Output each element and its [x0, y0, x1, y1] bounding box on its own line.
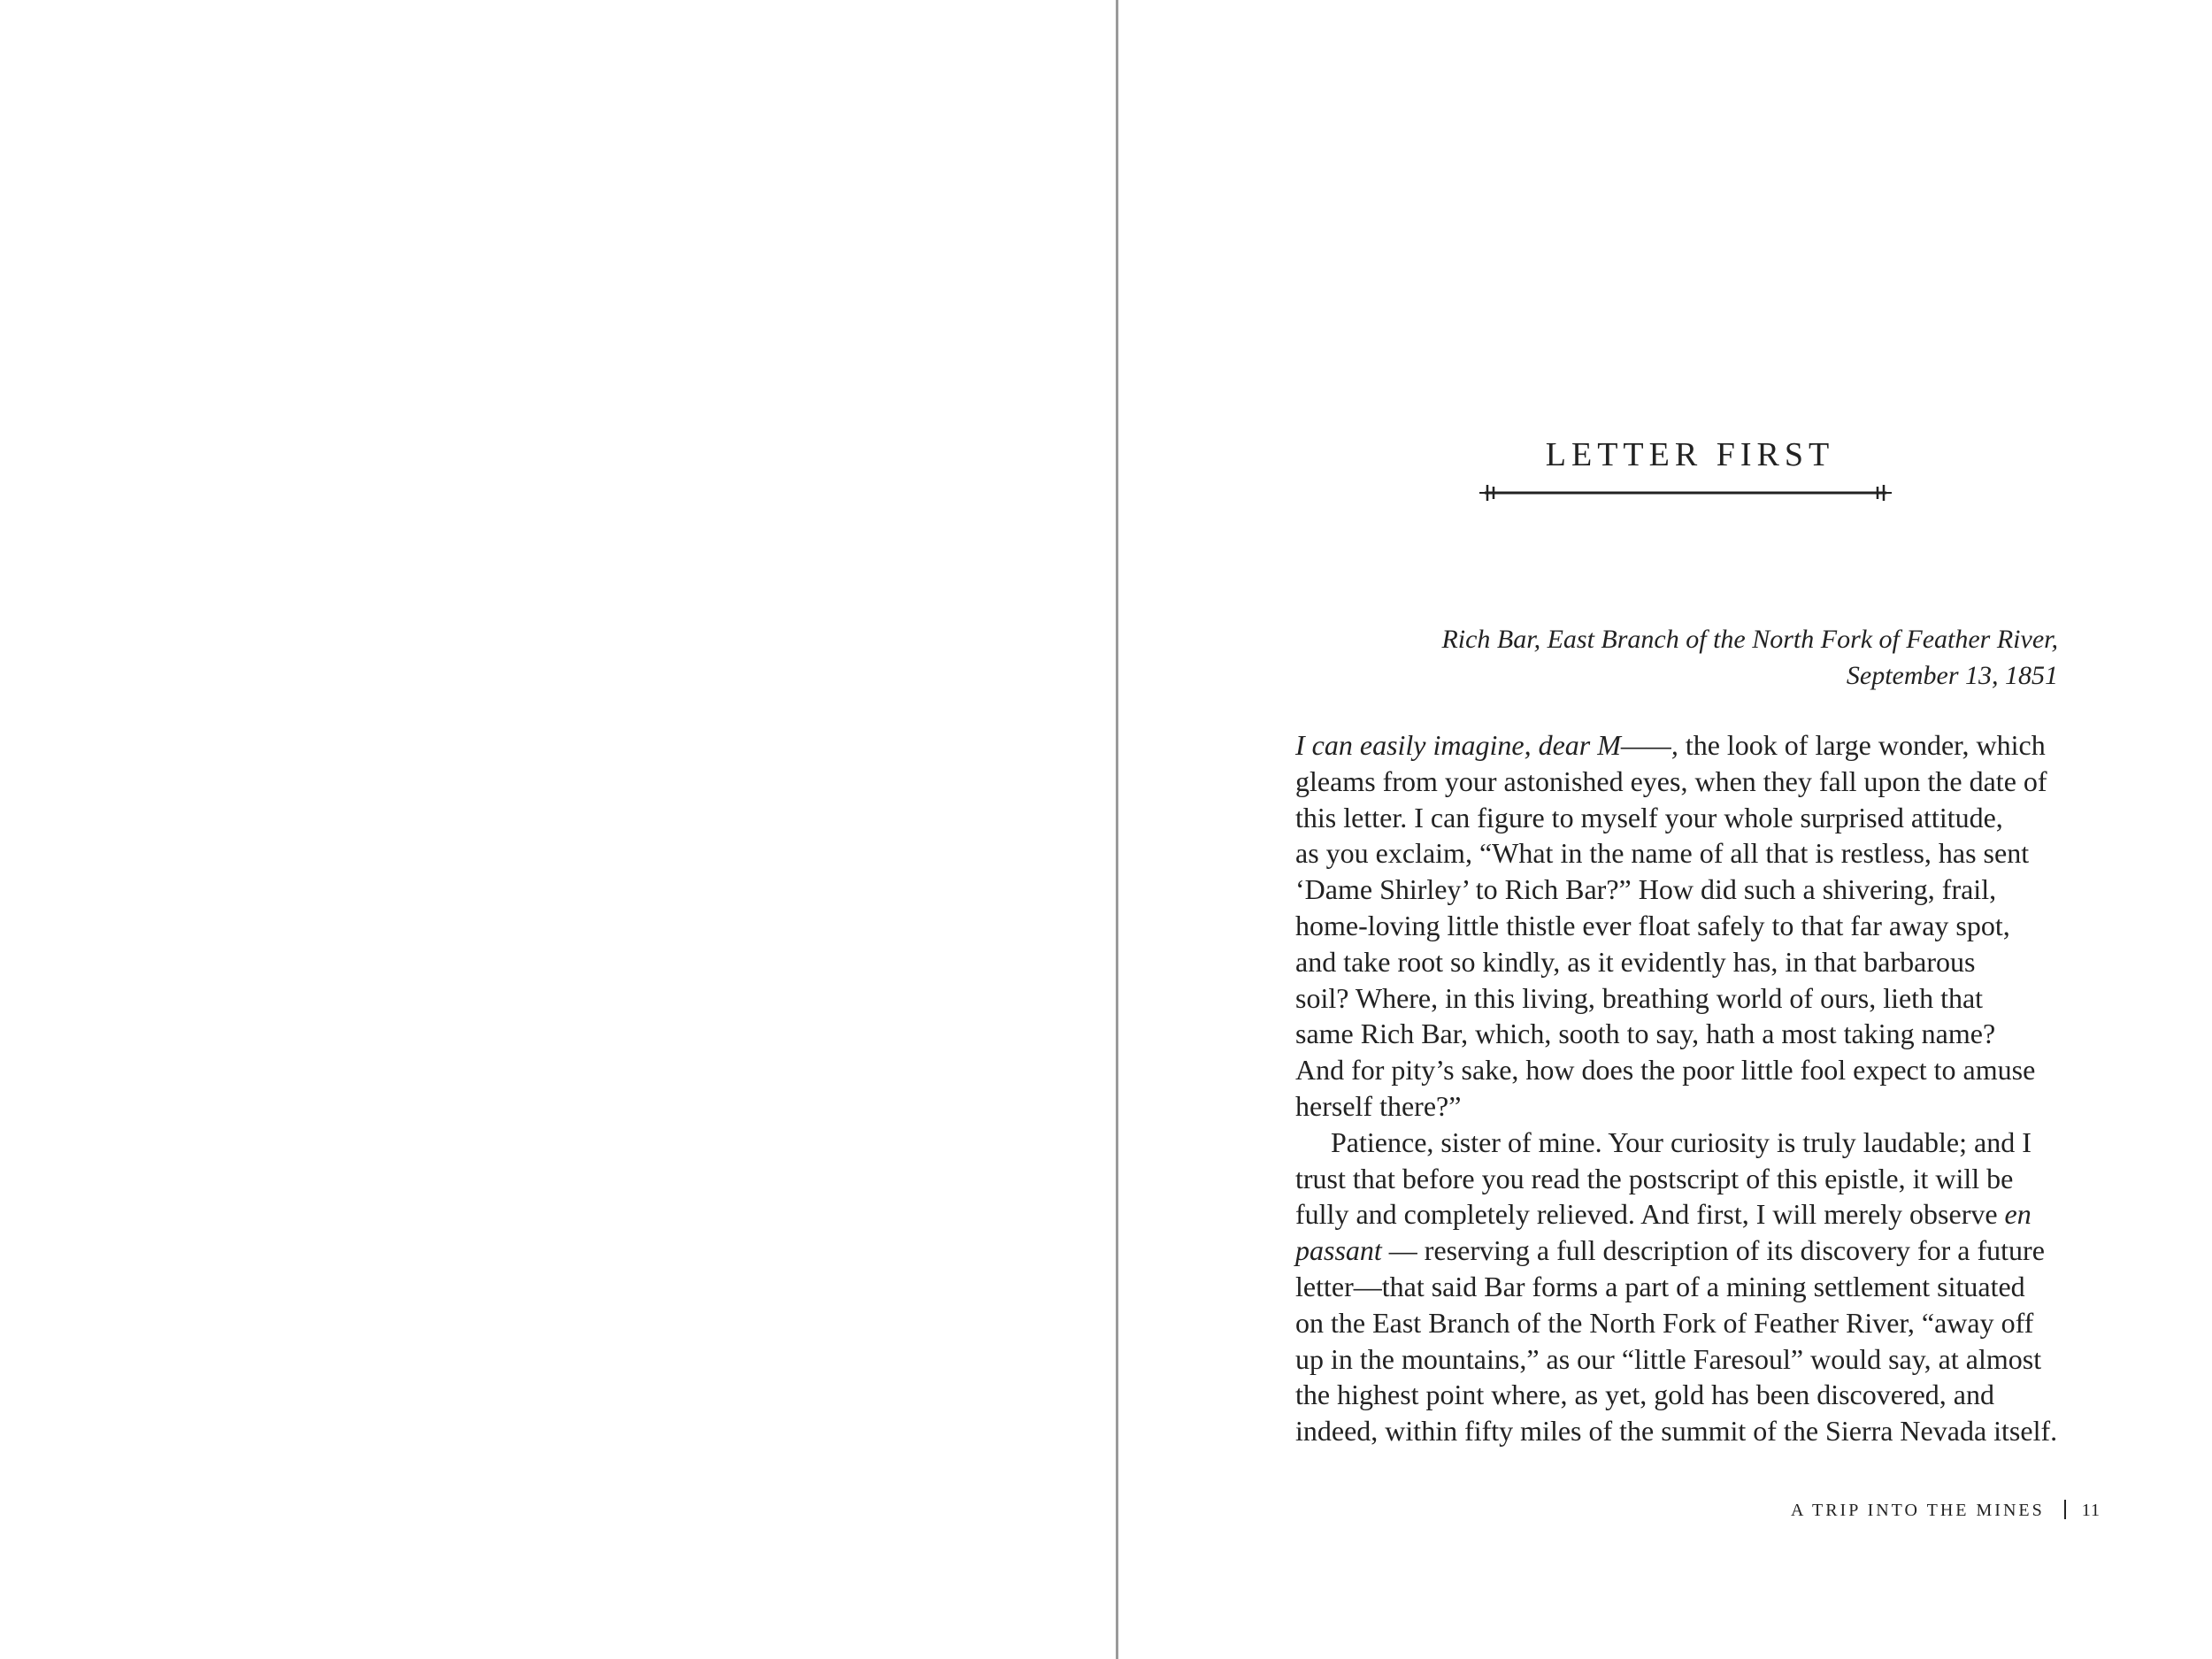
body-line: as you exclaim, “What in the name of all that is restless, has sent [1295, 837, 2030, 870]
body-line: letter—that said Bar forms a part of a mining settlement situated [1295, 1270, 2025, 1302]
body-line: herself there?” [1295, 1089, 1462, 1122]
body-line: passant — reserving a full description of its discovery for a future [1295, 1234, 2045, 1267]
body-line: this letter. I can figure to myself your whole surprised attitude, [1295, 801, 2003, 833]
dateline-date: September 13, 1851 [1846, 661, 2058, 690]
body-line: ‘Dame Shirley’ to Rich Bar?” How did such a shivering, frail, [1295, 873, 1997, 906]
body-line: Patience, sister of mine. Your curiosity is truly laudable; and I [1331, 1125, 2032, 1158]
body-line: I can easily imagine, dear M——, the look of large wonder, which [1295, 729, 2046, 761]
body-line: on the East Branch of the North Fork of Feather River, “away off [1295, 1306, 2034, 1339]
salutation: I can easily imagine, dear M——, [1295, 729, 1678, 761]
letter-dateline [1327, 621, 2058, 694]
body-line: up in the mountains,” as our “little Faresoul” would say, at almost [1295, 1342, 2042, 1375]
book-title: A TRIP INTO THE MINES [1791, 1501, 2045, 1520]
body-line: fully and completely relieved. And first, I will merely observe en [1295, 1198, 2032, 1231]
body-line: the highest point where, as yet, gold has been discovered, and [1295, 1379, 1994, 1411]
body-line: indeed, within fifty miles of the summit of the Sierra Nevada itself. [1295, 1415, 2058, 1448]
body-line: soil? Where, in this living, breathing world of ours, lieth that [1295, 981, 1984, 1014]
letter-body [1295, 727, 2074, 1449]
page-number: 11 [2081, 1501, 2101, 1520]
running-footer [1681, 1500, 2101, 1521]
body-line: gleams from your astonished eyes, when they fall upon the date of [1295, 764, 2047, 797]
body-line: And for pity’s sake, how does the poor little fool expect to amuse [1295, 1054, 2036, 1087]
body-line: trust that before you read the postscript of this epistle, it will be [1295, 1162, 2014, 1194]
body-line: and take root so kindly, as it evidently has, in that barbarous [1295, 945, 1976, 978]
chapter-title: LETTER FIRST [1545, 436, 1835, 473]
body-line: same Rich Bar, which, sooth to say, hath a most taking name? [1295, 1018, 1996, 1050]
title-rule-ornament [1478, 483, 1893, 503]
body-line: home-loving little thistle ever float safely to that far away spot, [1295, 909, 2010, 941]
footer-separator [2064, 1500, 2066, 1519]
dateline-place: Rich Bar, East Branch of the North Fork of Feather River, [1441, 625, 2058, 654]
